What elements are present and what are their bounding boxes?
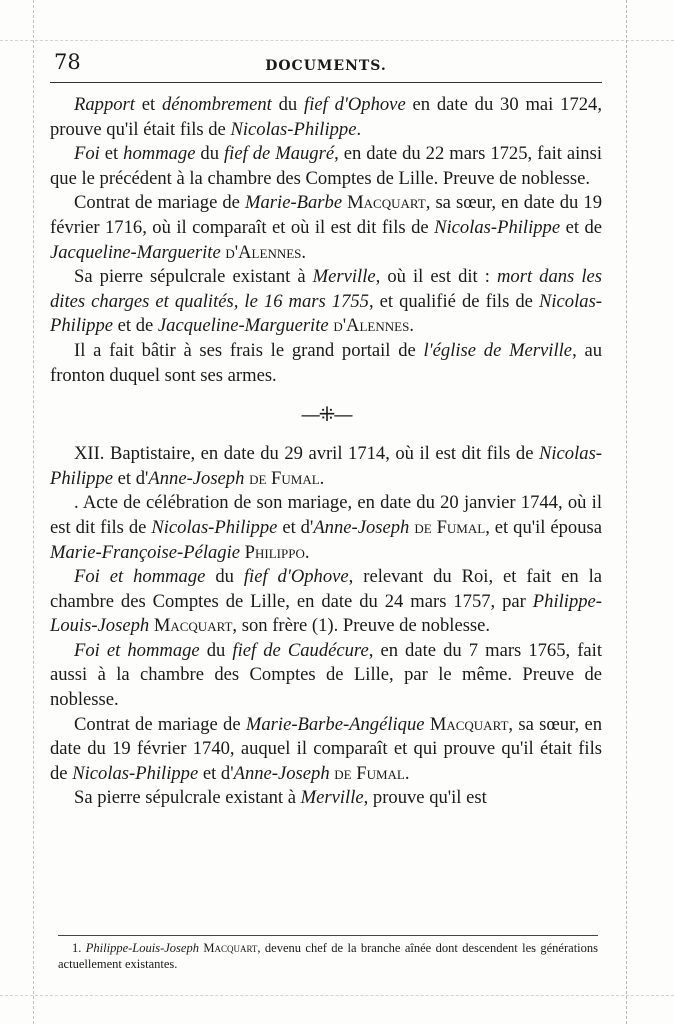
text-run: et d' <box>113 467 149 489</box>
text-run: . <box>409 315 414 337</box>
text-run: , et qu'il épousa <box>485 516 602 538</box>
text-run: Contrat de mariage de <box>74 192 245 214</box>
paragraph-foi-caudecure <box>50 639 602 713</box>
small-caps-run: Macquart <box>153 615 233 637</box>
section-xi-continuation <box>50 93 602 388</box>
paragraph-contrat-marie-barbe <box>50 191 602 265</box>
small-caps-run: Philippo <box>244 541 305 563</box>
text-run: et d' <box>198 762 234 784</box>
italic-run: mort dans les dites charges et qualités, le 16 mars 1755 <box>50 266 602 312</box>
text-run: , sa sœur, en date du 19 février 1716, où il comparaît et où il est dit fils de <box>50 192 602 238</box>
text-run: et de <box>113 315 158 337</box>
footnote <box>58 935 598 972</box>
text-run: . <box>404 762 410 784</box>
italic-run: Marie-Barbe <box>245 192 343 214</box>
italic-run: Marie-Françoise-Pélagie <box>50 541 241 563</box>
scan-edge-right <box>626 0 628 1024</box>
text-run: . <box>319 467 325 489</box>
italic-run: Nicolas-Philippe <box>230 118 357 140</box>
italic-run: Anne-Joseph <box>313 516 410 538</box>
text-run: , et qualifié de fils de <box>368 290 539 312</box>
paragraph-acte-mariage <box>50 491 602 565</box>
italic-run: Anne-Joseph <box>233 762 330 784</box>
scan-edge-top <box>0 40 674 42</box>
text-run: . Acte de célébration de son mariage, en date du 20 janvier 1744, où il est dit fils de <box>50 492 602 538</box>
paragraph-pierre-sepulcrale <box>50 265 602 339</box>
text-run: et <box>134 94 162 115</box>
page-number: 78 <box>54 50 81 74</box>
italic-run: Nicolas-Philippe <box>72 762 199 784</box>
italic-run: Jacqueline-Marguerite <box>50 241 221 263</box>
text-run: Contrat de mariage de <box>74 713 246 735</box>
italic-run: Marie-Barbe-Angélique <box>245 713 425 735</box>
small-caps-run: de Fumal <box>249 467 320 489</box>
scan-edge-left <box>33 0 35 1024</box>
paragraph-foi-maugre <box>50 142 602 191</box>
text-run: . <box>301 241 307 263</box>
small-caps-run: de Fumal <box>334 762 405 784</box>
italic-run: Rapport <box>74 94 135 115</box>
italic-run: Merville <box>312 266 376 288</box>
text-run: , où il est dit : <box>375 266 497 288</box>
small-caps-run: Macquart <box>429 713 509 735</box>
running-head: DOCUMENTS. <box>265 58 387 74</box>
text-run: Sa pierre sépulcrale existant à <box>74 266 313 288</box>
text-run: , au fronton duquel sont ses armes. <box>50 339 603 386</box>
italic-run: Foi et hommage <box>74 566 206 588</box>
text-run: du <box>199 639 233 661</box>
small-caps-run: d'Alennes <box>333 315 410 337</box>
italic-run: fief d'Ophove <box>304 94 406 115</box>
small-caps-run: de Fumal <box>414 516 486 538</box>
small-caps-run: Macquart <box>203 941 258 955</box>
italic-run: Foi et hommage <box>74 639 200 661</box>
small-caps-run: d'Alennes <box>225 241 302 263</box>
text-run: XII. Baptistaire, en date du 29 avril 1714, où il est dit fils de <box>74 443 539 465</box>
paragraph-foi-ophove <box>50 565 602 639</box>
text-run: et <box>99 143 124 165</box>
text-run: , relevant du Roi, et fait en la chambre des Comptes de Lille, en date du 24 mars 1757, par <box>50 566 603 612</box>
italic-run: dénombrement <box>162 94 272 115</box>
italic-run: Foi <box>74 143 100 165</box>
section-ornament: —⁜— <box>300 402 352 427</box>
page <box>50 48 602 811</box>
text-run: du <box>195 143 224 165</box>
text-run: Il a fait bâtir à ses frais le grand portail de <box>74 339 424 361</box>
scan-edge-bottom <box>0 995 674 997</box>
text-run: Sa pierre sépulcrale existant à <box>74 787 301 809</box>
italic-run: Nicolas-Philippe <box>151 516 278 538</box>
text-run: , prouve qu'il est <box>363 787 487 809</box>
small-caps-run: Macquart <box>347 192 426 214</box>
text-run: en date du 30 mai 1724, prouve qu'il était fils de <box>50 94 602 140</box>
italic-run: Merville <box>300 787 364 809</box>
italic-run: fief de Caudécure <box>232 639 369 661</box>
text-run: . <box>304 541 310 563</box>
italic-run: Jacqueline-Marguerite <box>157 315 329 337</box>
text-run: , en date du 22 mars 1725, fait ainsi que le précédent à la chambre des Comptes de Lille. Preuve de noblesse. <box>50 143 602 189</box>
footnote-text <box>58 940 598 972</box>
italic-run: Philippe-Louis-Joseph <box>85 941 199 955</box>
paragraph-rapport <box>50 93 602 142</box>
text-run: , son frère (1). Preuve de noblesse. <box>232 615 491 637</box>
italic-run: l'église de Merville <box>423 339 573 361</box>
italic-run: fief de Maugré <box>223 143 335 165</box>
paragraph-pierre-sepulcrale-2 <box>50 786 602 811</box>
text-run: , en date du 7 mars 1765, fait aussi à la chambre des Comptes de Lille, par le même. Preuve de noblesse. <box>50 639 602 711</box>
text-run: , sa sœur, en date du 19 février 1740, auquel il comparaît et qui prouve qu'il était fils de <box>50 713 602 784</box>
italic-run: hommage <box>123 143 196 165</box>
italic-run: Anne-Joseph <box>148 467 245 489</box>
text-run: du <box>205 566 244 588</box>
text-run: et d' <box>277 516 314 538</box>
page-header <box>50 48 602 83</box>
italic-run: Philippe-Louis-Joseph <box>50 590 602 637</box>
text-run: 1. <box>72 941 86 955</box>
paragraph-contrat-marie-barbe-angelique <box>50 713 602 787</box>
text-run: et de <box>560 216 602 238</box>
section-xii <box>50 442 602 811</box>
paragraph-portail <box>50 339 602 388</box>
italic-run: Nicolas-Philippe <box>50 443 602 489</box>
paragraph-baptistaire <box>50 442 602 491</box>
italic-run: Nicolas-Philippe <box>50 290 602 337</box>
text-run: . <box>356 118 362 140</box>
text-run: , devenu chef de la branche aînée dont descendent les générations actuellement existantes. <box>58 941 599 971</box>
italic-run: Nicolas-Philippe <box>434 216 561 238</box>
text-run: du <box>271 94 305 115</box>
italic-run: fief d'Ophove <box>243 566 349 588</box>
